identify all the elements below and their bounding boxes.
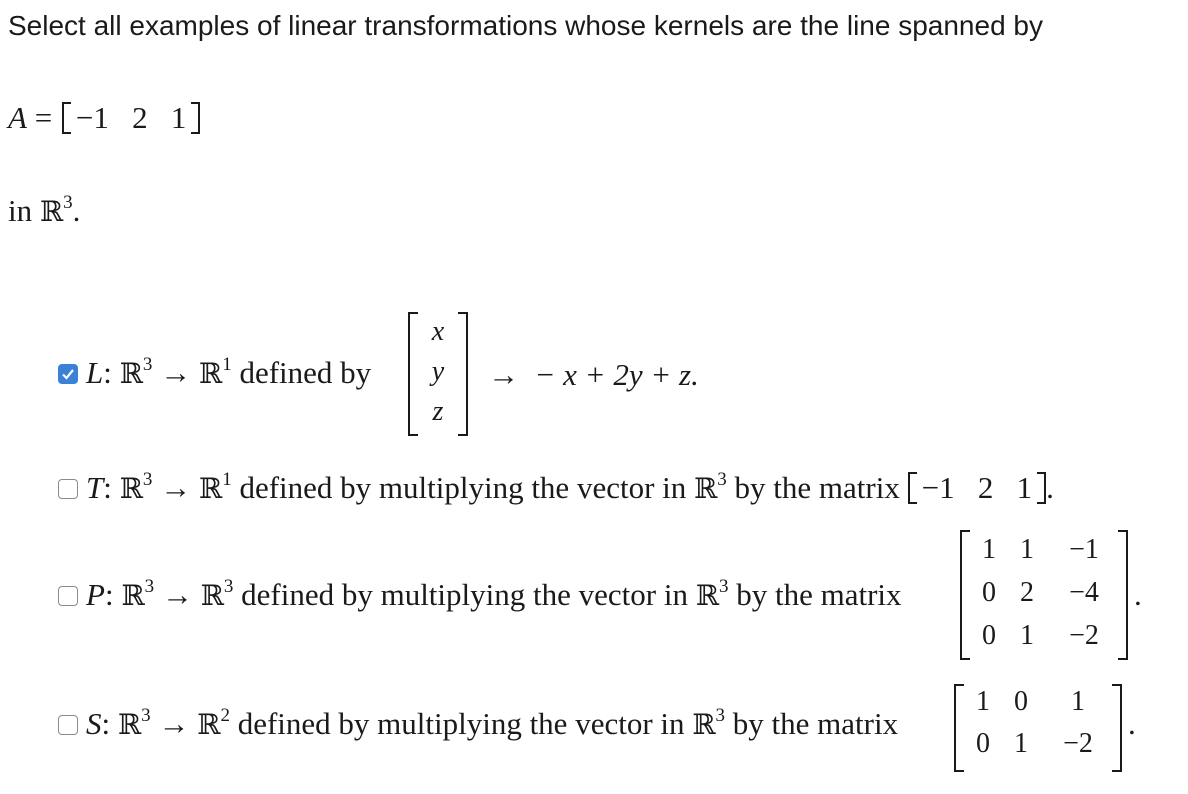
option-p-checkbox[interactable] (58, 586, 78, 606)
in-word: in (8, 193, 33, 228)
codomain-symbol: ℝ (200, 579, 224, 612)
equals-sign: = (34, 100, 53, 135)
codomain-exponent: 2 (220, 705, 230, 726)
space-symbol: ℝ (692, 708, 716, 741)
map-name: L (86, 355, 104, 390)
codomain-exponent: 1 (222, 469, 232, 490)
question-prompt: Select all examples of linear transformations whose kernels are the line spanned by (8, 10, 1044, 41)
matrix-entry: 0 (982, 577, 996, 608)
arrow: → (160, 470, 192, 505)
space-symbol: ℝ (39, 195, 64, 228)
matrix-entry: 0 (976, 728, 990, 759)
option-t-label[interactable] (86, 470, 1054, 506)
matrix-entry: 1 (1071, 686, 1085, 717)
period: . (72, 193, 81, 228)
description-text-2: by the matrix (734, 470, 900, 505)
description-text: defined by multiplying the vector in (241, 577, 688, 612)
space-symbol: ℝ (695, 579, 719, 612)
option-p-period: . (1134, 577, 1142, 612)
option-s-label[interactable] (86, 706, 898, 742)
description-text-2: by the matrix (732, 706, 899, 741)
matrix-entry: −2 (1063, 728, 1093, 759)
map-name: S (86, 706, 102, 741)
result-expression: − x + 2y + z. (534, 357, 699, 392)
description-text: defined by (239, 355, 372, 390)
option-l-column-vector (408, 312, 468, 436)
codomain-exponent: 3 (223, 576, 234, 597)
right-bracket (1118, 530, 1128, 660)
matrix-entry: 0 (1014, 686, 1028, 717)
vector-entry: −1 (75, 100, 109, 135)
option-p-label[interactable] (86, 577, 902, 613)
matrix-entry: 1 (1014, 728, 1028, 759)
matrix-entry: −1 (921, 470, 955, 505)
space-symbol: ℝ (694, 472, 718, 505)
left-bracket (408, 312, 418, 436)
left-bracket (954, 684, 964, 772)
space-exponent: 3 (715, 705, 726, 726)
domain-symbol: ℝ (119, 472, 143, 505)
vector-entry: x (431, 316, 445, 347)
right-bracket (1112, 684, 1122, 772)
right-bracket (191, 102, 200, 134)
matrix-entry: 1 (982, 534, 996, 565)
vector-name: A (8, 100, 27, 135)
colon: : (103, 355, 112, 390)
matrix-entry: 1 (1020, 534, 1034, 565)
matrix-entry: −2 (1069, 620, 1099, 651)
matrix-entry: 1 (1016, 470, 1033, 505)
vector-entry: 1 (170, 100, 187, 135)
option-p-matrix (960, 530, 1128, 660)
left-bracket (908, 472, 917, 504)
row-matrix (908, 470, 1046, 506)
maps-to-arrow: → (488, 357, 519, 392)
option-s-period: . (1128, 706, 1136, 741)
vector-entry: y (431, 356, 445, 387)
left-bracket (62, 102, 71, 134)
codomain-symbol: ℝ (197, 708, 221, 741)
matrix-entry: −4 (1069, 577, 1099, 608)
domain-symbol: ℝ (117, 708, 142, 741)
colon: : (101, 706, 111, 741)
space-statement (8, 193, 80, 229)
domain-symbol: ℝ (119, 357, 143, 390)
arrow: → (161, 577, 193, 612)
matrix-entry: −1 (1069, 534, 1099, 565)
codomain-symbol: ℝ (198, 357, 223, 390)
arrow: → (160, 355, 192, 390)
description-text: defined by multiplying the vector in (237, 706, 685, 741)
colon: : (103, 470, 112, 505)
matrix-entry: 1 (976, 686, 990, 717)
domain-symbol: ℝ (121, 579, 145, 612)
colon: : (104, 577, 114, 612)
domain-exponent: 3 (141, 705, 151, 726)
period: . (1046, 470, 1054, 505)
domain-exponent: 3 (144, 576, 155, 597)
vector-definition (8, 100, 200, 136)
right-bracket (458, 312, 468, 436)
description-text-2: by the matrix (736, 577, 902, 612)
right-bracket (1037, 472, 1046, 504)
matrix-entry: 2 (977, 470, 994, 505)
space-exponent: 3 (717, 469, 727, 490)
vector-entry: 2 (132, 100, 148, 135)
codomain-exponent: 1 (222, 354, 232, 375)
option-t-checkbox[interactable] (58, 479, 78, 499)
matrix-entry: 0 (982, 620, 996, 651)
matrix-entry: 1 (1020, 620, 1034, 651)
description-text: defined by multiplying the vector in (239, 470, 687, 505)
space-exponent: 3 (718, 576, 729, 597)
arrow: → (158, 706, 190, 741)
codomain-symbol: ℝ (198, 472, 223, 505)
map-name: T (86, 470, 104, 505)
option-l-checkbox[interactable] (58, 364, 78, 384)
option-s-checkbox[interactable] (58, 715, 78, 735)
row-vector (62, 100, 200, 136)
left-bracket (960, 530, 970, 660)
checkmark-icon (61, 367, 75, 381)
option-l-label[interactable] (86, 355, 371, 391)
map-name: P (86, 577, 105, 612)
vector-entry: z (432, 396, 444, 427)
option-s-matrix (954, 684, 1122, 774)
domain-exponent: 3 (142, 469, 153, 490)
space-exponent: 3 (63, 192, 73, 213)
matrix-entry: 2 (1020, 577, 1034, 608)
option-l-result (488, 357, 699, 393)
domain-exponent: 3 (142, 354, 153, 375)
